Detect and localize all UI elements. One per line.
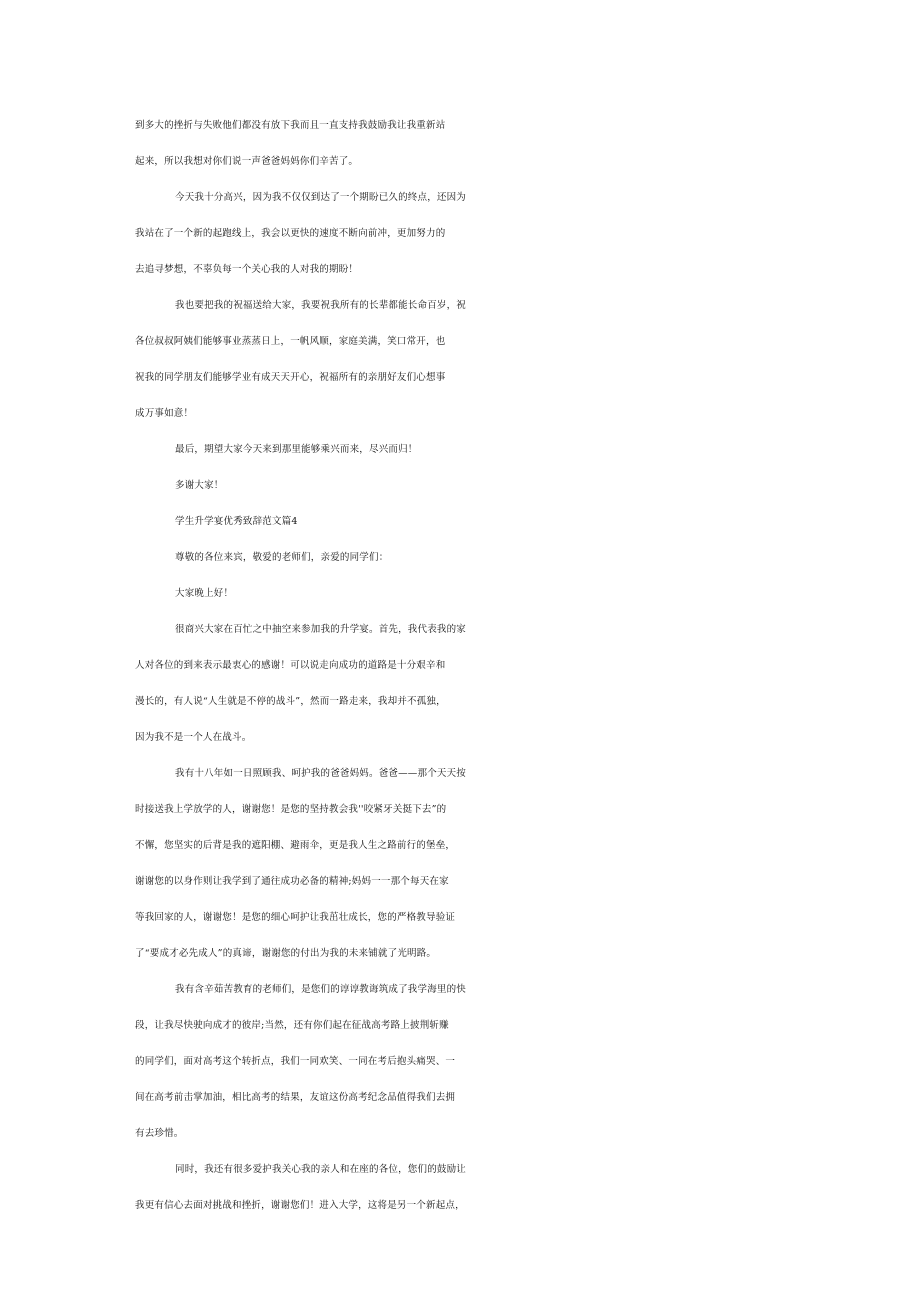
paragraph-line: 去追寻梦想，不辜负每一个关心我的人对我的期盼！ — [135, 264, 359, 275]
paragraph-first-line: 我有十八年如一日照顾我、呵护我的爸爸妈妈。爸爸——那个天天按 — [175, 768, 467, 779]
paragraph-line: 漫长的，有人说“人生就是不停的战斗”，然而一路走来，我却并不孤独， — [135, 696, 446, 707]
paragraph-line: 因为我不是一个人在战斗。 — [135, 732, 252, 743]
paragraph-first-line: 大家晚上好！ — [175, 588, 234, 599]
paragraph-first-line: 最后，期望大家今天来到那里能够乘兴而来，尽兴而归！ — [175, 444, 418, 455]
document-body — [135, 111, 795, 1227]
paragraph-line: 到多大的挫折与失败他们都没有放下我而且一直支持我鼓励我让我重新站 — [135, 120, 446, 131]
paragraph-line: 段，让我尽快驶向成才的彼岸;当然，还有你们起在征战高考路上披荆斩赚 — [135, 1020, 449, 1031]
paragraph-first-line: 很商兴大家在百忙之中抽空来参加我的升学宴。首先，我代表我的家 — [175, 624, 467, 635]
paragraph-line: 祝我的同学朋友们能够学业有成天天开心，祝福所有的亲朋好友们心想事 — [135, 372, 446, 383]
paragraph-line: 成万事如意！ — [135, 408, 194, 419]
paragraph-first-line: 尊敬的各位来宾，敬爱的老师们，亲爱的同学们： — [175, 552, 389, 563]
paragraph-first-line: 今天我十分高兴，因为我不仅仅到达了一个期盼已久的终点，还因为 — [175, 192, 467, 203]
paragraph-line: 我更有信心去面对挑战和挫折，谢谢您们！进入大学，这将是另一个新起点， — [135, 1200, 465, 1211]
paragraph-line: 有去珍惜。 — [135, 1128, 184, 1139]
paragraph-first-line: 同时，我还有很多爱护我关心我的亲人和在座的各位，您们的鼓励让 — [175, 1164, 467, 1175]
paragraph-line: 了“要成才必先成人”的真谛，谢谢您的付出为我的未来铺就了光明路。 — [135, 948, 437, 959]
paragraph-line: 人对各位的到来表示最衷心的感谢！可以说走向成功的道路是十分艰辛和 — [135, 660, 446, 671]
paragraph-line: 各位叔叔阿姨们能够事业蒸蒸日上，一帆风顺，家庭美满，笑口常开，也 — [135, 336, 446, 347]
paragraph-line: 的同学们，面对高考这个转折点，我们一同欢笑、一同在考后抱头痛哭、一 — [135, 1056, 456, 1067]
paragraph-first-line: 我也要把我的祝福送给大家，我要祝我所有的长辈都能长命百岁，祝 — [175, 300, 467, 311]
paragraph-line: 不懈，您坚实的后背是我的遮阳棚、避雨伞，更是我人生之路前行的堡垒， — [135, 840, 456, 851]
paragraph-line: 起来，所以我想对你们说一声爸爸妈妈你们辛苦了。 — [135, 156, 359, 167]
paragraph-line: 时接送我上学放学的人，谢谢您！是您的坚持教会我''咬紧牙关挺下去”的 — [135, 804, 447, 815]
paragraph-line: 我站在了一个新的起跑线上，我会以更快的速度不断向前冲，更加努力的 — [135, 228, 446, 239]
paragraph-line: 谢谢您的以身作则让我学到了通往成功必备的精神;妈妈一一那个每天在家 — [135, 876, 449, 887]
paragraph-first-line: 我有含辛茹苦教育的老师们，是您们的谆谆教诲筑成了我学海里的快 — [175, 984, 467, 995]
paragraph-first-line: 多谢大家！ — [175, 480, 224, 491]
paragraph-first-line: 学生升学宴优秀致辞范文篇4 — [175, 516, 298, 527]
paragraph-line: 间在高考前击掌加油，相比高考的结果，友谊这份高考纪念品值得我们去拥 — [135, 1092, 456, 1103]
paragraph-line: 等我回家的人，谢谢您！是您的细心呵护让我茁壮成长，您的严格教导验证 — [135, 912, 456, 923]
